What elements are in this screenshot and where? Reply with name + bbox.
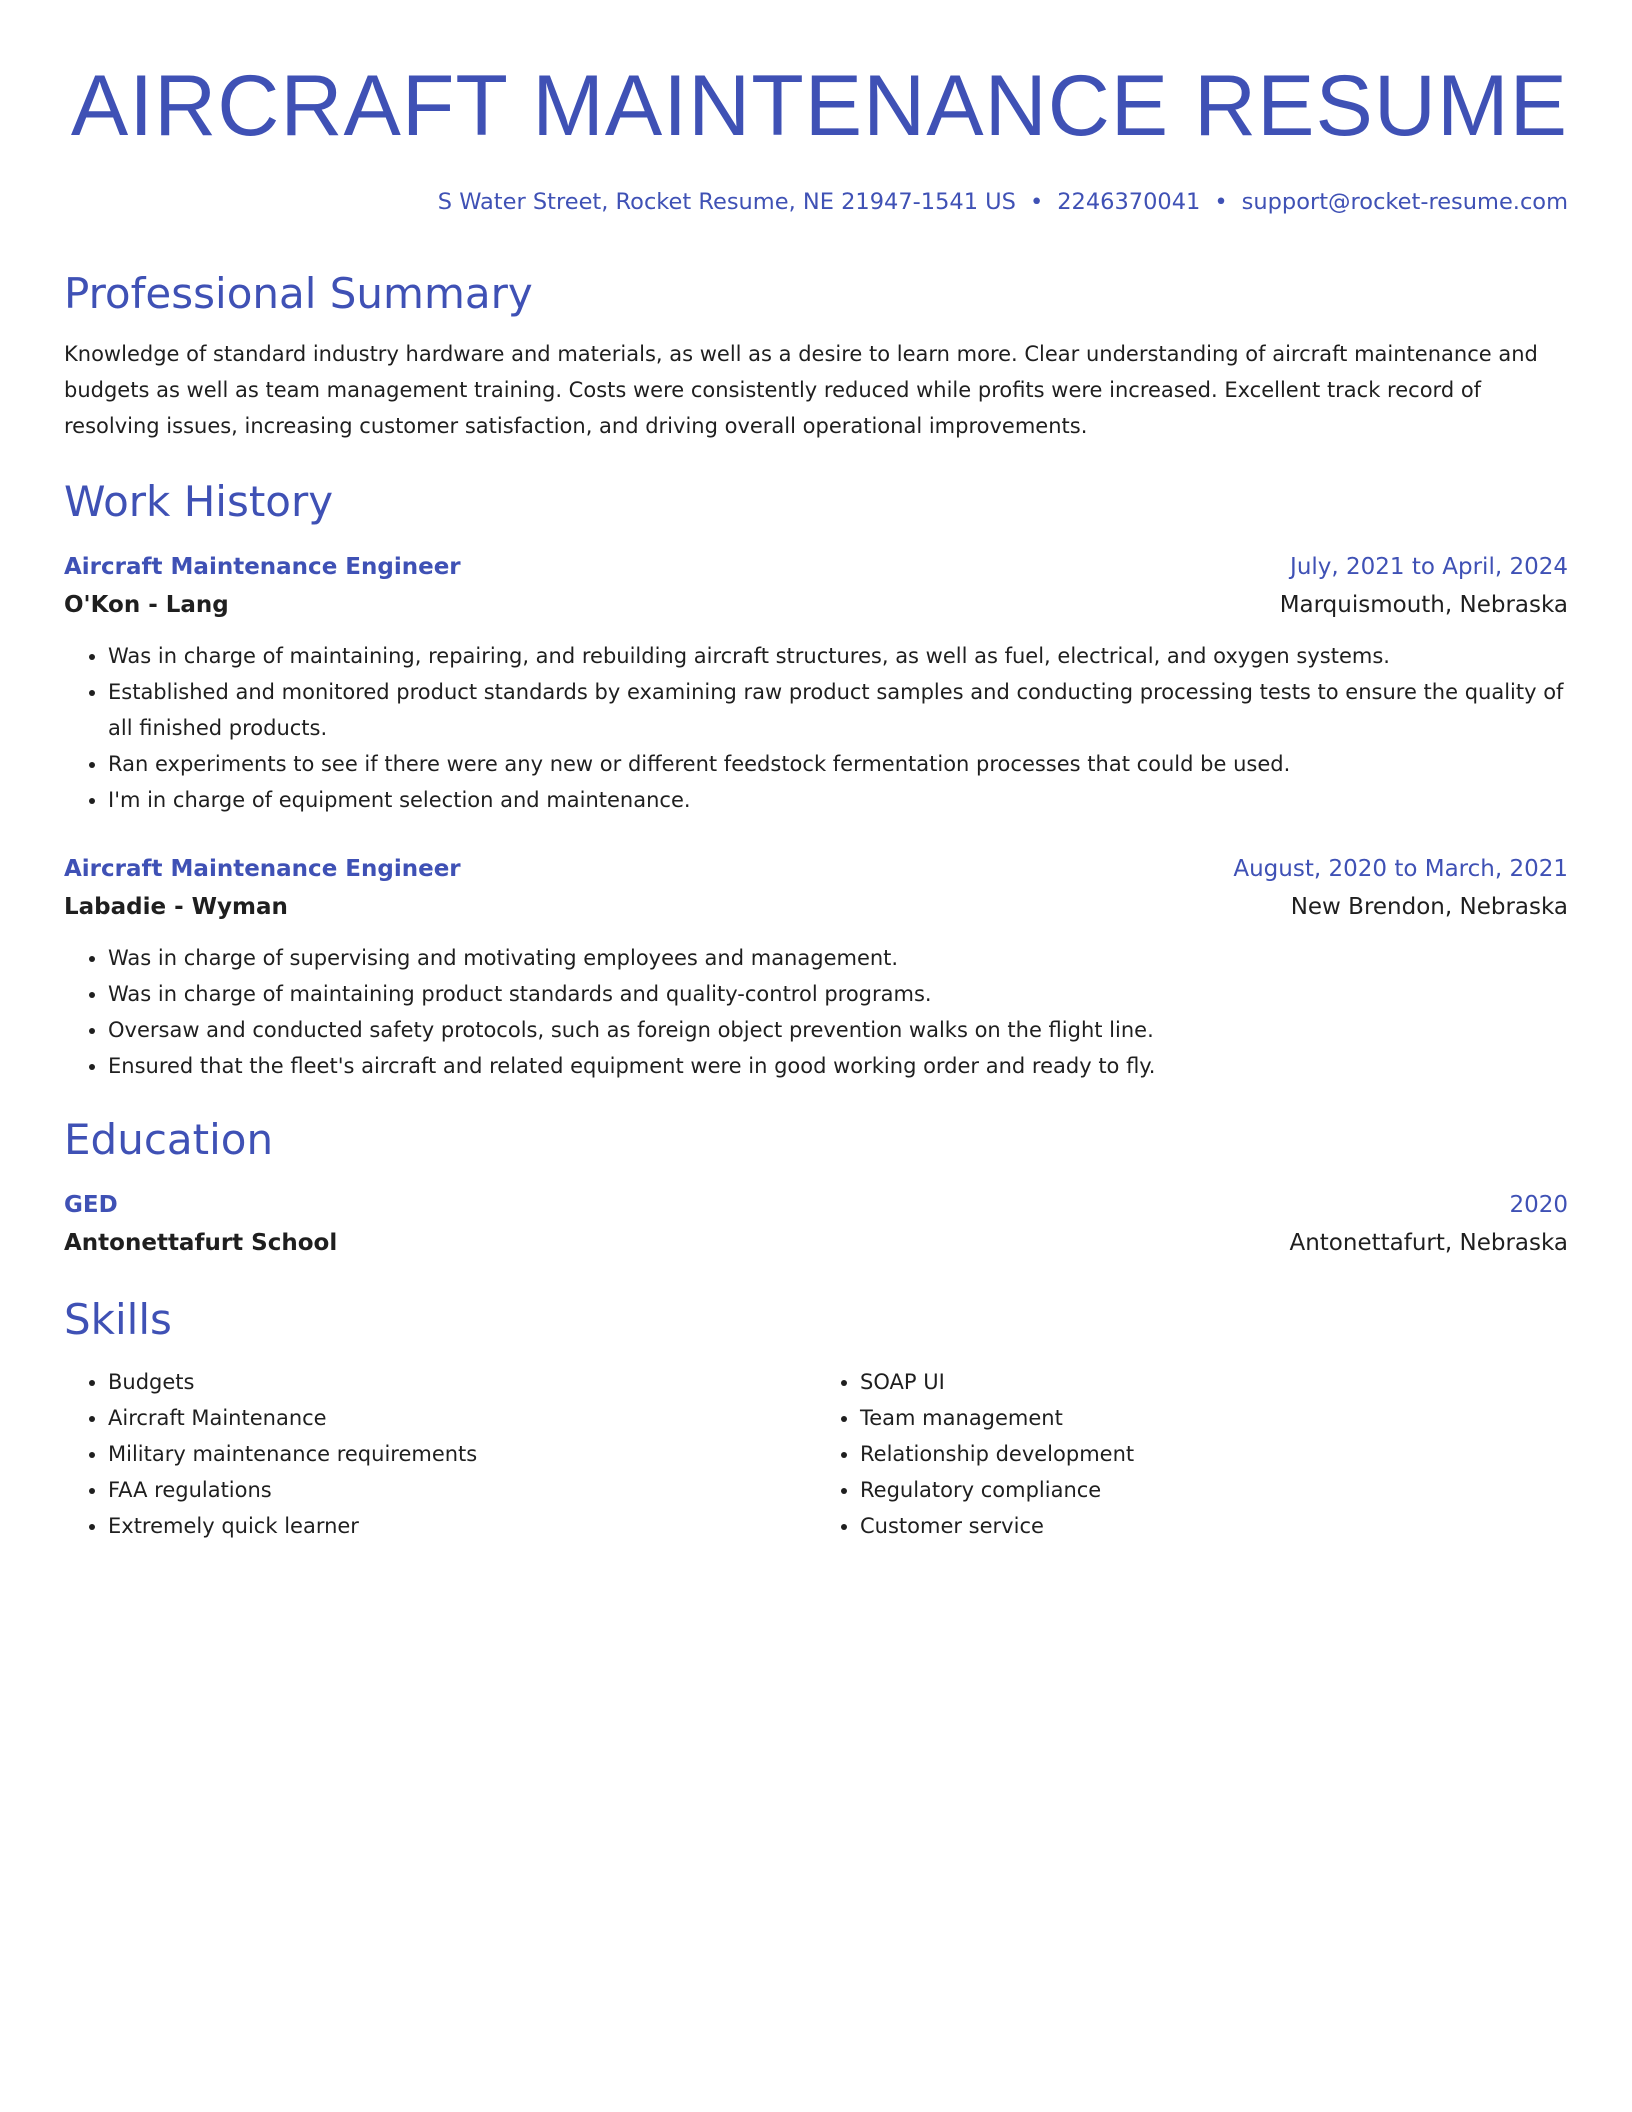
skill-item: • Relationship development — [860, 1436, 1568, 1472]
skills-list-left — [64, 1364, 816, 1544]
resume-title: AIRCRAFT MAINTENANCE RESUME — [70, 58, 1568, 154]
job-location: Marquismouth, Nebraska — [1279, 592, 1568, 618]
job-company: O'Kon - Lang — [64, 592, 229, 618]
contact-address: S Water Street, Rocket Resume, NE 21947-1541 US — [437, 189, 1016, 215]
job-dates: July, 2021 to April, 2024 — [1290, 554, 1568, 580]
education-school-row — [64, 1224, 1568, 1262]
job-bullets — [64, 940, 1568, 1084]
job-role: Aircraft Maintenance Engineer — [64, 856, 461, 882]
education-degree: GED — [64, 1192, 118, 1218]
skills-section — [64, 1292, 1568, 1544]
contact-separator: • — [1029, 189, 1044, 215]
section-title-skills: Skills — [64, 1295, 172, 1344]
summary-section — [64, 266, 1568, 444]
job-header-row — [64, 548, 1568, 586]
skill-item: • Extremely quick learner — [108, 1508, 816, 1544]
job-bullet: • Ensured that the fleet's aircraft and related equipment were in good working order and ready to fly. — [108, 1048, 1568, 1084]
job-location: New Brendon, Nebraska — [1290, 894, 1568, 920]
education-section — [64, 1112, 1568, 1262]
job-entry — [64, 850, 1568, 1084]
job-company-row — [64, 888, 1568, 926]
skill-item: • Aircraft Maintenance — [108, 1400, 816, 1436]
education-year: 2020 — [1509, 1192, 1568, 1218]
contact-email[interactable]: support@rocket-resume.com — [1241, 189, 1568, 215]
contact-line — [64, 186, 1568, 218]
skill-item: • Customer service — [860, 1508, 1568, 1544]
job-header-row — [64, 850, 1568, 888]
skill-item: • Regulatory compliance — [860, 1472, 1568, 1508]
skill-item: • Military maintenance requirements — [108, 1436, 816, 1472]
skill-item: • Team management — [860, 1400, 1568, 1436]
skills-columns — [64, 1364, 1568, 1544]
education-school: Antonettafurt School — [64, 1230, 338, 1256]
section-title-education: Education — [64, 1115, 274, 1164]
job-bullet: • Was in charge of maintaining product standards and quality-control programs. — [108, 976, 1568, 1012]
contact-separator: • — [1214, 189, 1228, 215]
section-title-work-history: Work History — [64, 477, 334, 526]
skill-item: • Budgets — [108, 1364, 816, 1400]
education-location: Antonettafurt, Nebraska — [1289, 1230, 1568, 1256]
job-dates: August, 2020 to March, 2021 — [1233, 856, 1568, 882]
contact-phone: 2246370041 — [1057, 189, 1201, 215]
job-bullet: • Ran experiments to see if there were any new or different feedstock fermentation processes that could be used. — [108, 746, 1568, 782]
job-bullet: • Was in charge of supervising and motivating employees and management. — [108, 940, 1568, 976]
job-bullet: • I'm in charge of equipment selection and maintenance. — [108, 782, 1568, 818]
skill-item: • SOAP UI — [860, 1364, 1568, 1400]
education-entry — [64, 1186, 1568, 1262]
job-role: Aircraft Maintenance Engineer — [64, 554, 461, 580]
skill-item: • FAA regulations — [108, 1472, 816, 1508]
job-bullet: • Was in charge of maintaining, repairing, and rebuilding aircraft structures, as well as fuel, electrical, and oxygen systems. — [108, 638, 1568, 674]
job-bullet: • Established and monitored product standards by examining raw product samples and conducting processing tests to ensure the quality of all finished products. — [108, 674, 1568, 746]
work-history-section — [64, 474, 1568, 1084]
job-company: Labadie - Wyman — [64, 894, 288, 920]
job-company-row — [64, 586, 1568, 624]
education-header-row — [64, 1186, 1568, 1224]
job-bullet: • Oversaw and conducted safety protocols, such as foreign object prevention walks on the flight line. — [108, 1012, 1568, 1048]
job-entry — [64, 548, 1568, 818]
job-bullets — [64, 638, 1568, 818]
section-title-summary: Professional Summary — [64, 269, 533, 318]
summary-text: Knowledge of standard industry hardware and materials, as well as a desire to learn more. Clear understanding of aircraft maintenance and budgets as well as team management training. Costs were consistently reduced while profits were increased. Excellent track record of resolving issues, increasing customer satisfaction, and driving overall operational improvements. — [64, 342, 1538, 438]
skills-list-right — [816, 1364, 1568, 1544]
